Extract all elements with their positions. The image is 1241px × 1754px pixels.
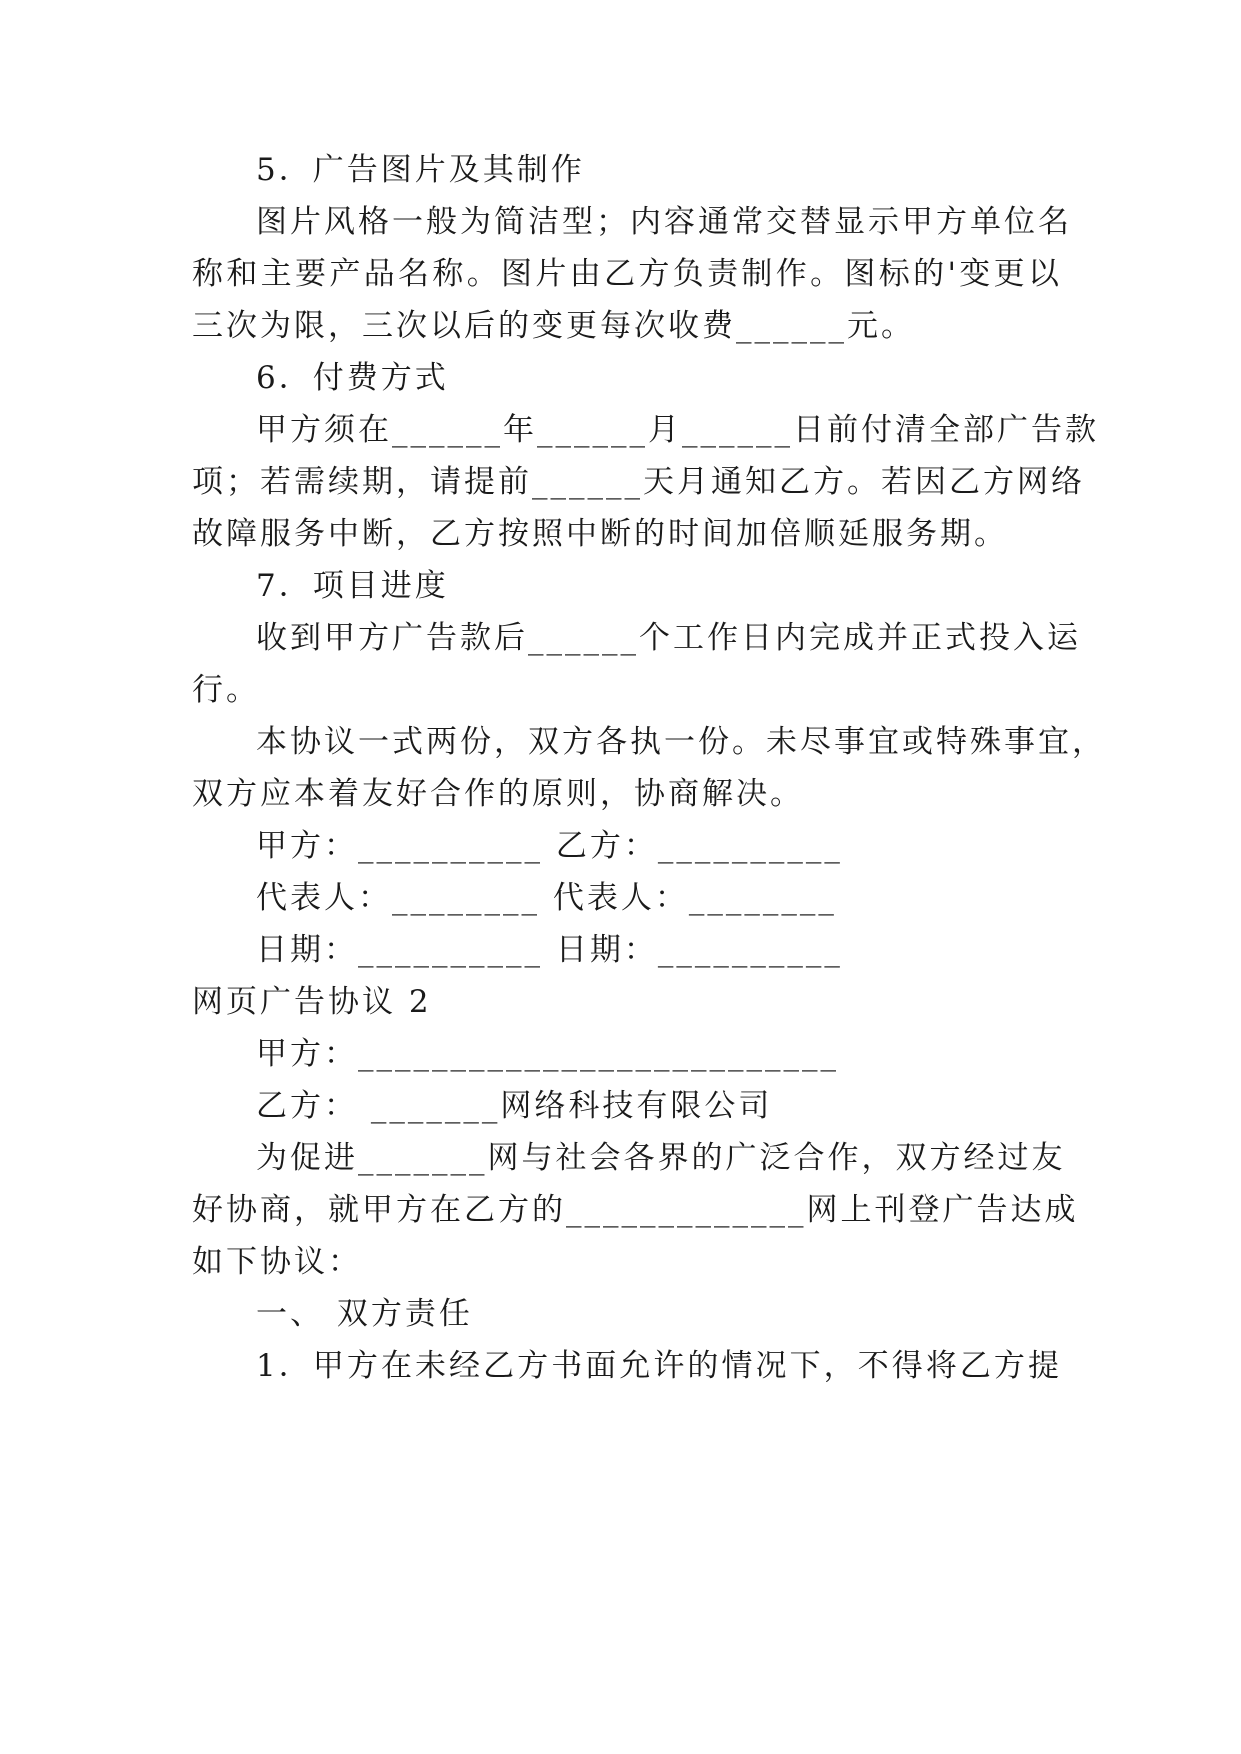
signature-party-line: 甲方：__________ 乙方：__________ — [256, 828, 843, 864]
paragraph-line: 图片风格一般为简洁型；内容通常交替显示甲方单位名 — [256, 204, 1072, 240]
section-heading-7: 7．项目进度 — [256, 568, 449, 604]
signature-representative-line: 代表人：________ 代表人：________ — [256, 880, 837, 916]
paragraph-line: 三次为限，三次以后的变更每次收费______元。 — [192, 308, 915, 344]
paragraph-line: 好协商，就甲方在乙方的_____________网上刊登广告达成 — [192, 1192, 1079, 1228]
paragraph-line: 如下协议： — [192, 1244, 362, 1280]
paragraph-line: 甲方须在______年______月______日前付清全部广告款 — [256, 412, 1099, 448]
section-heading-5: 5．广告图片及其制作 — [256, 152, 585, 188]
agreement-title: 网页广告协议 2 — [192, 984, 432, 1020]
paragraph-line: 双方应本着友好合作的原则，协商解决。 — [192, 776, 804, 812]
party-b-line: 乙方： _______网络科技有限公司 — [256, 1088, 773, 1124]
party-a-line: 甲方：__________________________ — [256, 1036, 839, 1072]
section-heading-6: 6．付费方式 — [256, 360, 449, 396]
section-heading-responsibilities: 一、 双方责任 — [256, 1296, 473, 1332]
paragraph-line: 收到甲方广告款后______个工作日内完成并正式投入运 — [256, 620, 1081, 656]
signature-date-line: 日期：__________ 日期：__________ — [256, 932, 843, 968]
paragraph-line: 称和主要产品名称。图片由乙方负责制作。图标的'变更以 — [192, 256, 1062, 292]
paragraph-line: 项；若需续期，请提前______天月通知乙方。若因乙方网络 — [192, 464, 1085, 500]
paragraph-line: 故障服务中断，乙方按照中断的时间加倍顺延服务期。 — [192, 516, 1008, 552]
paragraph-line: 1．甲方在未经乙方书面允许的情况下，不得将乙方提 — [256, 1348, 1062, 1384]
paragraph-line: 行。 — [192, 672, 260, 708]
paragraph-line: 为促进_______网与社会各界的广泛合作，双方经过友 — [256, 1140, 1066, 1176]
paragraph-line: 本协议一式两份，双方各执一份。未尽事宜或特殊事宜， — [256, 724, 1106, 760]
